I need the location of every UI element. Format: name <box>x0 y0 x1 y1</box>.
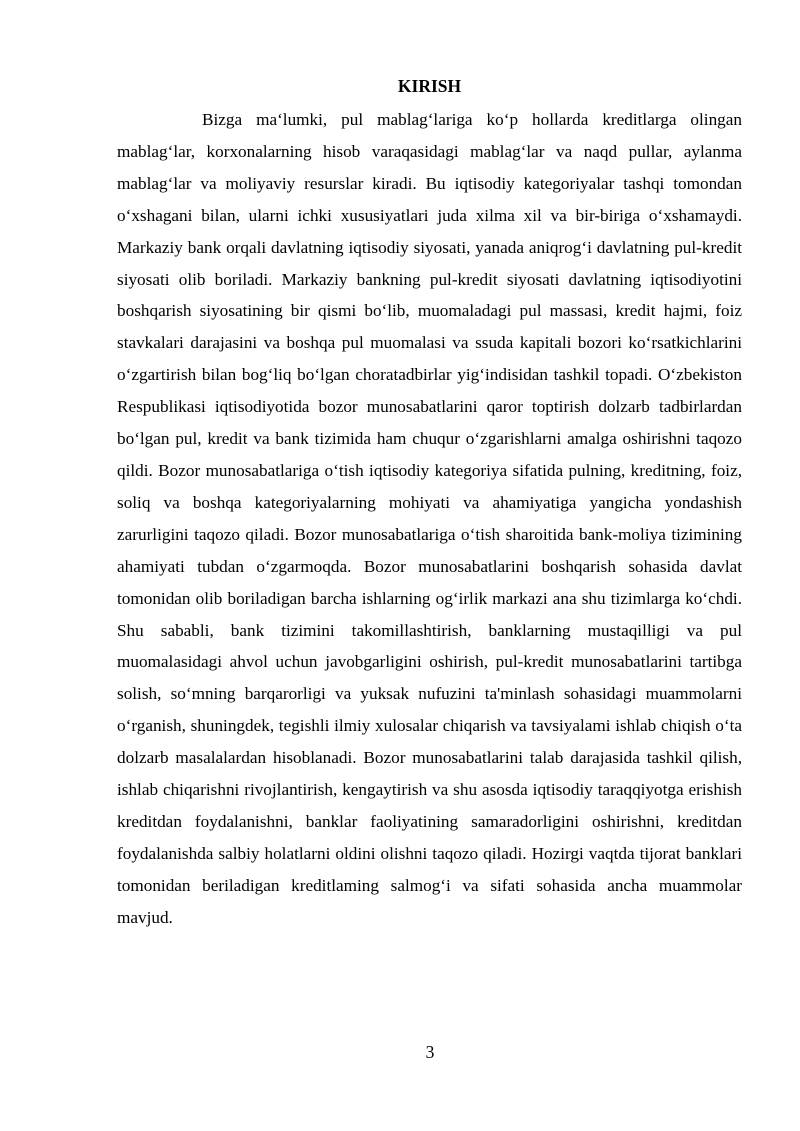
section-heading: KIRISH <box>397 76 462 96</box>
body-paragraph: Bizga maʻlumki, pul mablagʻlariga koʻp hollarda kreditlarga olingan mablagʻlar, korxonalarning hisob varaqasidagi mablagʻlar va naqd pullar, aylanma mablagʻlar va moliyaviy resurslar kiradi. Bu iqtisodiy kategoriyalar tashqi tomondan oʻxshagani bilan, ularni ichki xususiyatlari juda xilma xil va bir-biriga oʻxshamaydi. Markaziy bank orqali davlatning iqtisodiy siyosati, yanada aniqrogʻi davlatning pul-kredit siyosati olib boriladi. Markaziy bankning pul-kredit siyosati davlatning iqtisodiyotini boshqarish siyosatining bir qismi boʻlib, muomaladagi pul massasi, kredit hajmi, foiz stavkalari darajasini va boshqa pul muomalasi va ssuda kapitali bozori koʻrsatkichlarini oʻzgartirish bilan bogʻliq boʻlgan choratadbirlar yigʻindisidan tashkil topadi. Oʻzbekiston Respublikasi iqtisodiyotida bozor munosabatlarini qaror toptirish dolzarb tadbirlardan boʻlgan pul, kredit va bank tizimida ham chuqur oʻzgarishlarni amalga oshirishni taqozo qildi. Bozor munosabatlariga oʻtish iqtisodiy kategoriya sifatida pulning, kreditning, foiz, soliq va boshqa kategoriyalarning mohiyati va ahamiyatiga yangicha yondashish zarurligini taqozo qiladi. Bozor munosabatlariga oʻtish sharoitida bank-moliya tizimining ahamiyati tubdan oʻzgarmoqda. Bozor munosabatlarini boshqarish sohasida davlat tomonidan olib boriladigan barcha ishlarning ogʻirlik markazi ana shu tizimlarga koʻchdi. Shu sababli, bank tizimini takomillashtirish, banklarning mustaqilligi va pul muomalasidagi ahvol uchun javobgarligini oshirish, pul-kredit munosabatlarini tartibga solish, soʻmning barqarorligi va yuksak nufuzini ta'minlash sohasidagi muammolarni oʻrganish, shuningdek, tegishli ilmiy xulosalar chiqarish va tavsiyalami ishlab chiqish oʻta dolzarb masalalardan hisoblanadi. Bozor munosabatlarini talab darajasida tashkil qilish, ishlab chiqarishni rivojlantirish, kengaytirish va shu asosda iqtisodiy taraqqiyotga erishish kreditdan foydalanishni, banklar faoliyatining samaradorligini oshirishni, kreditdan foydalanishda salbiy holatlarni oldini olishni taqozo qiladi. Hozirgi vaqtda tijorat banklari tomonidan beriladigan kreditlaming salmogʻi va sifati sohasida ancha muammolar mavjud. <box>117 110 742 927</box>
page-number: 3 <box>425 1042 435 1062</box>
document-page <box>117 75 742 934</box>
